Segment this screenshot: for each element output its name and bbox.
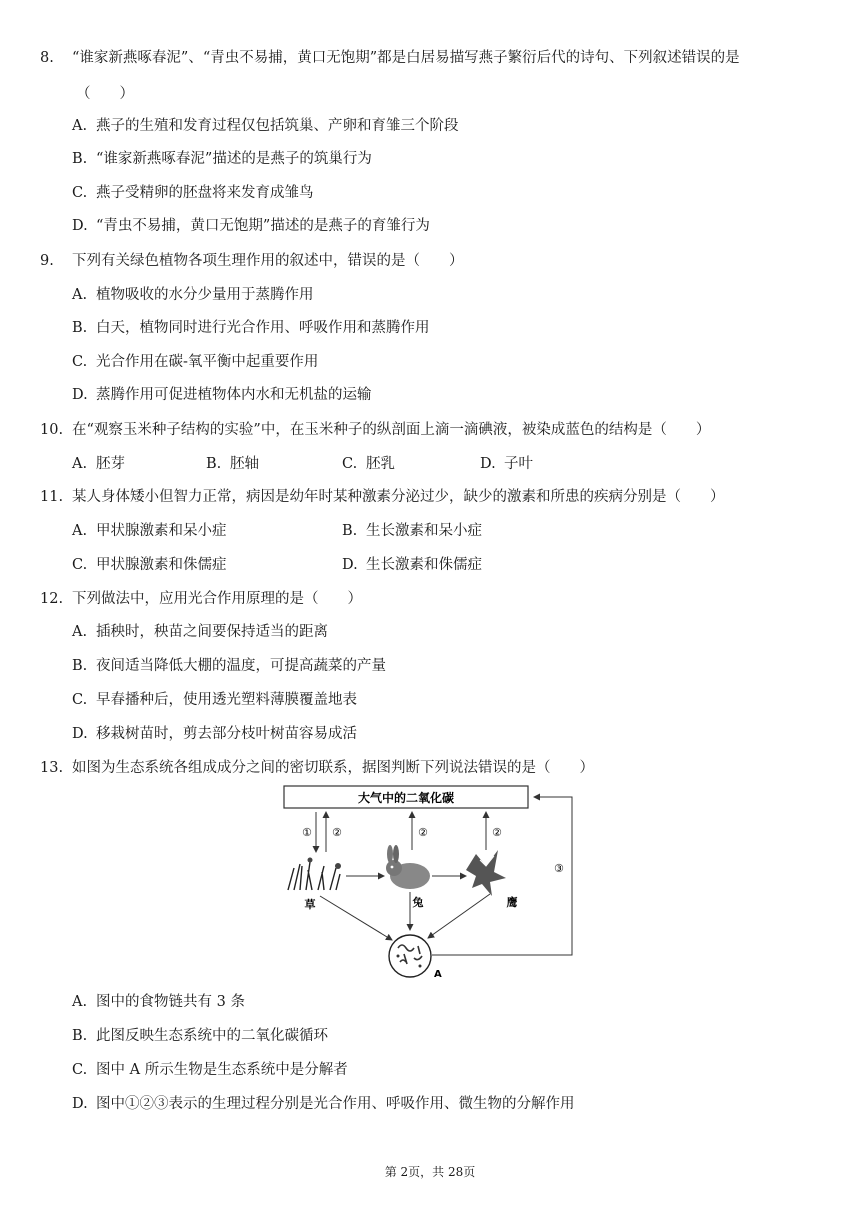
- option-a: A. 插秧时，秧苗之间要保持适当的距离: [72, 624, 328, 640]
- eagle-icon: [466, 850, 506, 896]
- question-number: 11.: [40, 489, 64, 505]
- rabbit-label: 兔: [412, 896, 424, 909]
- option-d: D. 子叶: [480, 456, 533, 472]
- question-number: 9.: [40, 253, 54, 269]
- mark-2: ②: [492, 826, 502, 839]
- option-b: B. “谁家新燕啄春泥”描述的是燕子的筑巢行为: [72, 151, 372, 167]
- ecosystem-carbon-cycle-diagram: [280, 780, 580, 980]
- question-8-stem: [40, 48, 740, 68]
- option-a: A. 植物吸收的水分少量用于蒸腾作用: [72, 287, 314, 303]
- question-text: 在“观察玉米种子结构的实验”中，在玉米种子的纵剖面上滴一滴碘液，被染成蓝色的结构是（ ）: [72, 422, 711, 438]
- option-c: C. 胚乳: [342, 456, 395, 472]
- question-text: 某人身体矮小但智力正常，病因是幼年时某种激素分泌过少，缺少的激素和所患的疾病分别是（ ）: [72, 489, 725, 505]
- question-text: 如图为生态系统各组成成分之间的密切联系，据图判断下列说法错误的是（ ）: [72, 760, 594, 776]
- question-number: 13.: [40, 760, 64, 776]
- option-a: A. 胚芽: [72, 456, 125, 472]
- mark-2: ②: [418, 826, 428, 839]
- option-c: C. 早春播种后，使用透光塑料薄膜覆盖地表: [72, 692, 357, 708]
- option-c: C. 光合作用在碳-氧平衡中起重要作用: [72, 354, 319, 370]
- rabbit-icon: [386, 845, 430, 889]
- atmosphere-co2-label: 大气中的二氧化碳: [357, 791, 455, 805]
- decomposer-label: A: [434, 969, 442, 980]
- question-13-stem: [40, 758, 594, 778]
- option-a: A. 甲状腺激素和呆小症: [72, 523, 227, 539]
- grass-icon: [288, 858, 341, 891]
- option-d: D. 图中①②③表示的生理过程分别是光合作用、呼吸作用、微生物的分解作用: [72, 1096, 575, 1112]
- decomposer-icon: [389, 935, 431, 977]
- option-b: B. 此图反映生态系统中的二氧化碳循环: [72, 1028, 328, 1044]
- question-number: 8.: [40, 50, 54, 66]
- option-a: A. 燕子的生殖和发育过程仅包括筑巢、产卵和育雏三个阶段: [72, 118, 459, 134]
- option-b: B. 夜间适当降低大棚的温度，可提高蔬菜的产量: [72, 658, 386, 674]
- option-c: C. 燕子受精卵的胚盘将来发育成雏鸟: [72, 185, 314, 201]
- option-b: B. 胚轴: [206, 456, 259, 472]
- arrow-eagle-to-a: [428, 894, 490, 938]
- question-number: 10.: [40, 422, 64, 438]
- question-text: 下列做法中，应用光合作用原理的是（ ）: [72, 591, 362, 607]
- question-number: 12.: [40, 591, 64, 607]
- option-d: D. 移栽树苗时，剪去部分枝叶树苗容易成活: [72, 726, 357, 742]
- option-b: B. 生长激素和呆小症: [342, 523, 482, 539]
- eagle-label: 鹰: [506, 896, 518, 909]
- question-12-stem: [40, 589, 362, 609]
- grass-label: 草: [304, 898, 316, 911]
- option-c: C. 甲状腺激素和侏儒症: [72, 557, 227, 573]
- question-11-stem: [40, 487, 725, 507]
- option-d: D. 生长激素和侏儒症: [342, 557, 482, 573]
- option-b: B. 白天，植物同时进行光合作用、呼吸作用和蒸腾作用: [72, 320, 430, 336]
- question-text: “谁家新燕啄春泥”、“青虫不易捕，黄口无饱期”都是白居易描写燕子繁衍后代的诗句、下列叙述错误的是: [72, 50, 740, 66]
- page-footer: 第 2页，共 28页: [384, 1165, 476, 1179]
- question-text: 下列有关绿色植物各项生理作用的叙述中，错误的是（ ）: [72, 253, 464, 269]
- mark-2: ②: [332, 826, 342, 839]
- option-d: D. “青虫不易捕，黄口无饱期”描述的是燕子的育雏行为: [72, 218, 430, 234]
- option-c: C. 图中 A 所示生物是生态系统中是分解者: [72, 1062, 348, 1078]
- mark-1: ①: [302, 826, 312, 839]
- option-a: A. 图中的食物链共有 3 条: [72, 994, 245, 1010]
- question-10-stem: [40, 420, 710, 440]
- question-9-stem: [40, 251, 464, 271]
- option-d: D. 蒸腾作用可促进植物体内水和无机盐的运输: [72, 387, 372, 403]
- arrow-grass-to-a: [320, 896, 392, 940]
- answer-paren: （ ）: [76, 86, 134, 102]
- mark-3: ③: [554, 862, 564, 875]
